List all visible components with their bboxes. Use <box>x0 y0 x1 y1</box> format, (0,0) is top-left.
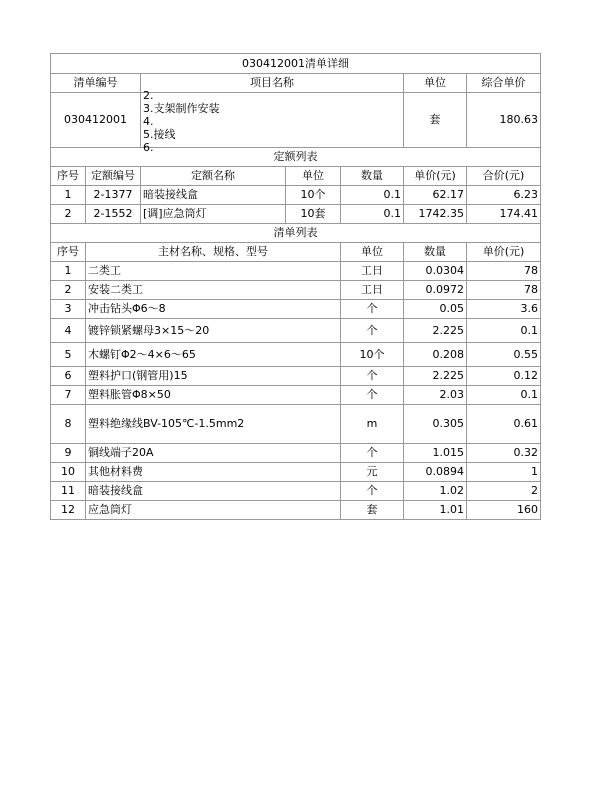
project-description <box>141 89 404 154</box>
cell-index: 2 <box>51 205 86 224</box>
cell-material-name: 塑料绝缘线BV-105℃-1.5mm2 <box>86 405 341 444</box>
cell-quantity: 0.208 <box>404 343 467 367</box>
header-price: 综合单价 <box>467 74 541 93</box>
cell-material-name: 冲击钻头Φ6～8 <box>86 300 341 319</box>
cell-quantity: 2.225 <box>404 319 467 343</box>
cell-quantity: 0.0972 <box>404 281 467 300</box>
description-line: 4. <box>143 115 154 128</box>
description-line: 5.接线 <box>143 128 176 141</box>
cell-unit-price: 3.6 <box>467 300 541 319</box>
header-unit-price: 单价(元) <box>404 167 467 186</box>
cell-unit-price: 0.1 <box>467 386 541 405</box>
description-line: 3.支架制作安装 <box>143 102 220 115</box>
cell-index: 1 <box>51 186 86 205</box>
bill-code: 030412001 <box>51 93 141 148</box>
cell-unit: 10个 <box>286 186 341 205</box>
cell-material-name: 应急筒灯 <box>86 501 341 520</box>
description-line: 6. <box>143 141 154 154</box>
bill-price: 180.63 <box>467 93 541 148</box>
cell-quantity: 2.03 <box>404 386 467 405</box>
cell-index: 7 <box>51 386 86 405</box>
cell-material-name: 二类工 <box>86 262 341 281</box>
material-title-row <box>51 224 541 243</box>
header-index: 序号 <box>51 167 86 186</box>
table-row <box>51 186 541 205</box>
cell-unit: 个 <box>341 444 404 463</box>
cell-quantity: 0.1 <box>341 205 404 224</box>
title-row <box>51 54 541 74</box>
cell-index: 10 <box>51 463 86 482</box>
quota-title-row <box>51 148 541 167</box>
cell-unit-price: 160 <box>467 501 541 520</box>
cell-unit-price: 62.17 <box>404 186 467 205</box>
header-unit: 单位 <box>341 243 404 262</box>
cell-quantity: 1.02 <box>404 482 467 501</box>
cell-quantity: 0.0304 <box>404 262 467 281</box>
main-header-row <box>51 74 541 93</box>
table-row <box>51 463 541 482</box>
header-unit: 单位 <box>404 74 467 93</box>
material-header-row <box>51 243 541 262</box>
cell-quota-name: 暗装接线盒 <box>141 186 286 205</box>
cell-material-name: 安装二类工 <box>86 281 341 300</box>
cell-quantity: 0.0894 <box>404 463 467 482</box>
cell-unit: 个 <box>341 482 404 501</box>
cell-index: 12 <box>51 501 86 520</box>
cell-quantity: 1.01 <box>404 501 467 520</box>
cell-material-name: 木螺钉Φ2～4×6～65 <box>86 343 341 367</box>
header-quota-code: 定额编号 <box>86 167 141 186</box>
cell-index: 11 <box>51 482 86 501</box>
cell-unit: 元 <box>341 463 404 482</box>
header-quota-name: 定额名称 <box>141 167 286 186</box>
bill-unit: 套 <box>404 93 467 148</box>
quota-header-row <box>51 167 541 186</box>
table-row <box>51 319 541 343</box>
cell-unit-price: 0.32 <box>467 444 541 463</box>
header-unit: 单位 <box>286 167 341 186</box>
header-material-name: 主材名称、规格、型号 <box>86 243 341 262</box>
cell-unit-price: 1 <box>467 463 541 482</box>
cell-quantity: 0.1 <box>341 186 404 205</box>
table-row <box>51 405 541 444</box>
cell-material-name: 塑料胀管Φ8×50 <box>86 386 341 405</box>
header-name: 项目名称 <box>141 74 404 93</box>
cell-quota-code: 2-1552 <box>86 205 141 224</box>
table-row <box>51 205 541 224</box>
cell-unit-price: 0.1 <box>467 319 541 343</box>
cell-quota-name: [调]应急筒灯 <box>141 205 286 224</box>
cell-material-name: 暗装接线盒 <box>86 482 341 501</box>
cell-index: 3 <box>51 300 86 319</box>
table-row <box>51 262 541 281</box>
cell-index: 2 <box>51 281 86 300</box>
cell-quota-code: 2-1377 <box>86 186 141 205</box>
cell-unit-price: 1742.35 <box>404 205 467 224</box>
header-total-price: 合价(元) <box>467 167 541 186</box>
header-quantity: 数量 <box>341 167 404 186</box>
cell-unit-price: 2 <box>467 482 541 501</box>
cell-index: 6 <box>51 367 86 386</box>
description-line: 2. <box>143 89 154 102</box>
cell-index: 4 <box>51 319 86 343</box>
cell-unit-price: 0.12 <box>467 367 541 386</box>
cell-unit: 个 <box>341 319 404 343</box>
cell-unit: m <box>341 405 404 444</box>
cell-index: 8 <box>51 405 86 444</box>
cell-unit: 套 <box>341 501 404 520</box>
cell-unit: 个 <box>341 386 404 405</box>
main-row <box>51 93 541 148</box>
cell-unit: 10套 <box>286 205 341 224</box>
table-row <box>51 367 541 386</box>
cell-unit: 工日 <box>341 262 404 281</box>
cell-unit-price: 0.55 <box>467 343 541 367</box>
cell-unit-price: 78 <box>467 281 541 300</box>
header-code: 清单编号 <box>51 74 141 93</box>
quota-section-title: 定额列表 <box>51 148 541 167</box>
table-row <box>51 482 541 501</box>
cell-unit: 10个 <box>341 343 404 367</box>
cell-quantity: 0.05 <box>404 300 467 319</box>
cell-unit: 个 <box>341 367 404 386</box>
cell-total-price: 6.23 <box>467 186 541 205</box>
bill-detail-table <box>50 53 541 520</box>
table-row <box>51 300 541 319</box>
cell-index: 5 <box>51 343 86 367</box>
cell-unit: 工日 <box>341 281 404 300</box>
cell-index: 9 <box>51 444 86 463</box>
material-section-title: 清单列表 <box>51 224 541 243</box>
cell-material-name: 镀锌锁紧螺母3×15～20 <box>86 319 341 343</box>
cell-unit: 个 <box>341 300 404 319</box>
table-row <box>51 501 541 520</box>
cell-index: 1 <box>51 262 86 281</box>
cell-unit-price: 0.61 <box>467 405 541 444</box>
header-quantity: 数量 <box>404 243 467 262</box>
cell-material-name: 铜线端子20A <box>86 444 341 463</box>
table-row <box>51 386 541 405</box>
header-index: 序号 <box>51 243 86 262</box>
header-unit-price: 单价(元) <box>467 243 541 262</box>
cell-total-price: 174.41 <box>467 205 541 224</box>
cell-material-name: 塑料护口(钢管用)15 <box>86 367 341 386</box>
cell-material-name: 其他材料费 <box>86 463 341 482</box>
cell-unit-price: 78 <box>467 262 541 281</box>
cell-quantity: 1.015 <box>404 444 467 463</box>
cell-quantity: 2.225 <box>404 367 467 386</box>
table-row <box>51 281 541 300</box>
table-row <box>51 444 541 463</box>
table-title: 030412001清单详细 <box>51 54 541 74</box>
table-row <box>51 343 541 367</box>
cell-quantity: 0.305 <box>404 405 467 444</box>
